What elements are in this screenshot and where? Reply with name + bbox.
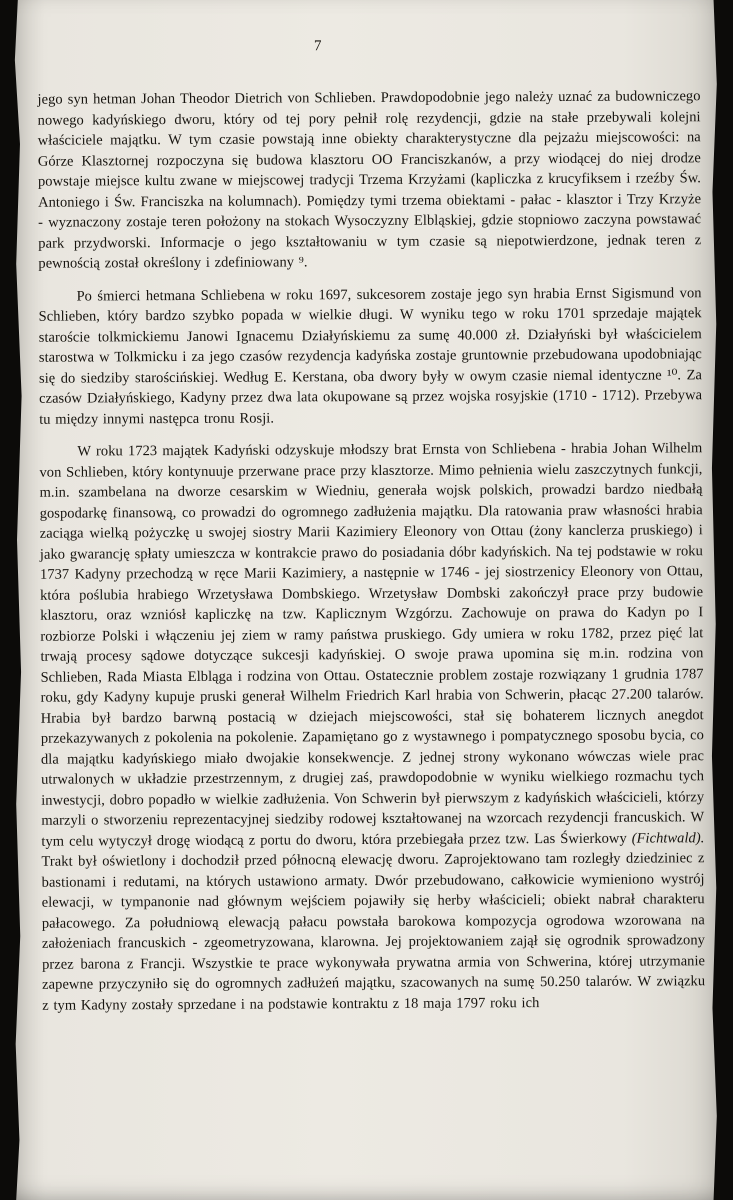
page-number: 7	[313, 38, 322, 55]
paragraph-3-text-continued: Trakt był oświetlony i dochodził przed północną elewację dworu. Zaprojektowano tam rozległy dziedziniec z bastionami i redutami, na których ustawiono armaty. Dwór przebudowano, całkowicie wymieniono wystrój elewacji, w tympanonie nad głównym wejściem pojawiły się herby właścicieli; obiekt nabrał charakteru pałacowego. Za południową elewacją pałacu powstała barokowa kompozycja ogrodowa wzorowana na założeniach francuskich - zgeometryzowana, klarowna. Jej projektowaniem zajął się ogrodnik sprowadzony przez barona z Francji. Wszystkie te prace wykonywała prywatna armia von Schwerina, której utrzymanie zapewne przyczyniło się do ogromnych zadłużeń majątku, szacowanych na sumę 50.250 talarów. W związku z tym Kadyny zostały sprzedane i na podstawie kontraktu z 18 maja 1797 roku ich	[41, 850, 706, 1014]
fichtwald-italic-term: (Fichtwald).	[631, 829, 705, 847]
paragraph-3-text: W roku 1723 majątek Kadyński odzyskuje młodszy brat Ernsta von Schliebena - hrabia Johan Wilhelm von Schlieben, który kontynuuje przerwane prace przy klasztorze. Mimo pełnienia wielu zaszczytnych funkcji, m.in. szambelana na dworze cesarskim w Wiedniu, generała wojsk polskich, prowadzi bardzo niedbałą gospodarkę finansową, co prowadzi do ogromnego zadłużenia majątku. Dla ratowania praw własności hrabia zaciąga wielką pożyczkę u swojej siostry Marii Kazimiery Eleonory von Ottau (żony kanclerza pruskiego) i jako gwarancję spłaty umieszcza w kontrakcie prawo do posiadania dóbr kadyńskich. Na tej podstawie w roku 1737 Kadyny przechodzą w ręce Marii Kazimiery, a następnie w 1746 - jej siostrzenicy Eleonory von Ottau, która poślubia hrabiego Wrzetysława Dombskiego. Wrzetysław Dombski zakończył prace przy budowie klasztoru, oraz wzniósł kapliczkę na tzw. Kaplicznym Wzgórzu. Zachowuje on prawa do Kadyn po I rozbiorze Polski i włączeniu jej ziem w ramy państwa pruskiego. Gdy umiera w roku 1782, przez pięć lat trwają procesy sądowe dotyczące sukcesji kadyńskiej. O swoje prawa upomina się m.in. rodzina von Schlieben, Rada Miasta Elbląga i rodzina von Ottau. Ostatecznie problem zostaje rozwiązany 1 grudnia 1787 roku, gdy Kadyny kupuje pruski generał Wilhelm Friedrich Karl hrabia von Schwerin, płacąc 27.200 talarów. Hrabia był bardzo barwną postacią w dziejach miejscowości, stał się bohaterem licznych anegdot przekazywanych z pokolenia na pokolenie. Zapamiętano go z wystawnego i pompatycznego sposobu bycia, co dla majątku kadyńskiego miało dwojakie konsekwencje. Z jednej strony wykonano wówczas wiele prac utrwalonych w układzie przestrzennym, z drugiej zaś, prawdopodobnie w wyniku wielkiego rozmachu tych inwestycji, dobro popadło w wielkie zadłużenia. Von Schwerin był pierwszym z kadyńskich właścicieli, którzy marzyli o stworzeniu reprezentacyjnej siedziby rodowej kształtowanej na wzorcach rezydencji francuskich. W tym celu wytyczył drogę wiodącą z portu do dworu, która przebiegała przez tzw. Las Świerkowy	[39, 440, 705, 850]
paragraph-3	[39, 438, 705, 1015]
scan-edge-left	[0, 0, 27, 1200]
paragraph-2: Po śmierci hetmana Schliebena w roku 1697, sukcesorem zostaje jego syn hrabia Ernst Sigismund von Schlieben, który bardzo szybko popada w wielkie długi. W wyniku tego w roku 1701 sprzedaje majątek staroście tolkmickiemu Janowi Ignacemu Działyńskiemu za sumę 40.000 zł. Działyński był właścicielem starostwa w Tolkmicku i za jego czasów rezydencja kadyńska zostaje gruntownie przebudowana upodobniając się do siedziby starościńskiej. Według E. Kerstana, oba dwory były w owym czasie niemal identyczne ¹⁰. Za czasów Działyńskiego, Kadyny przez dwa lata okupowane są przez wojska rosyjskie (1710 - 1712). Przebywa tu między innymi następca tronu Rosji.	[38, 284, 703, 428]
document-body	[37, 86, 705, 1015]
scan-edge-right	[706, 0, 733, 1200]
paragraph-1: jego syn hetman Johan Theodor Dietrich von Schlieben. Prawdopodobnie jego należy uznać za budowniczego nowego kadyńskiego dworu, który od tej pory pełnił rolę rezydencji, gdzie na stałe przebywali kolejni właściciele majątku. W tym czasie powstają inne obiekty charakterystyczne dla pejzażu miejscowości: na Górze Klasztornej rozpoczyna się budowa klasztoru OO Franciszkanów, a przy wiodącej do niej drodze powstaje miejsce kultu zwane w miejscowej tradycji Trzema Krzyżami (kapliczka z krucyfiksem i rzeźby Św. Antoniego i Św. Franciszka na kolumnach). Pomiędzy tymi trzema obiektami - pałac - klasztor i Trzy Krzyże - wyznaczony zostaje teren położony na stokach Wysoczyzny Elbląskiej, gdzie stopniowo zaczyna powstawać park przydworski. Informacje o jego kształtowaniu w tym czasie są niepotwierdzone, jednak teren z pewnością został określony i zdefiniowany ⁹.	[37, 88, 702, 272]
